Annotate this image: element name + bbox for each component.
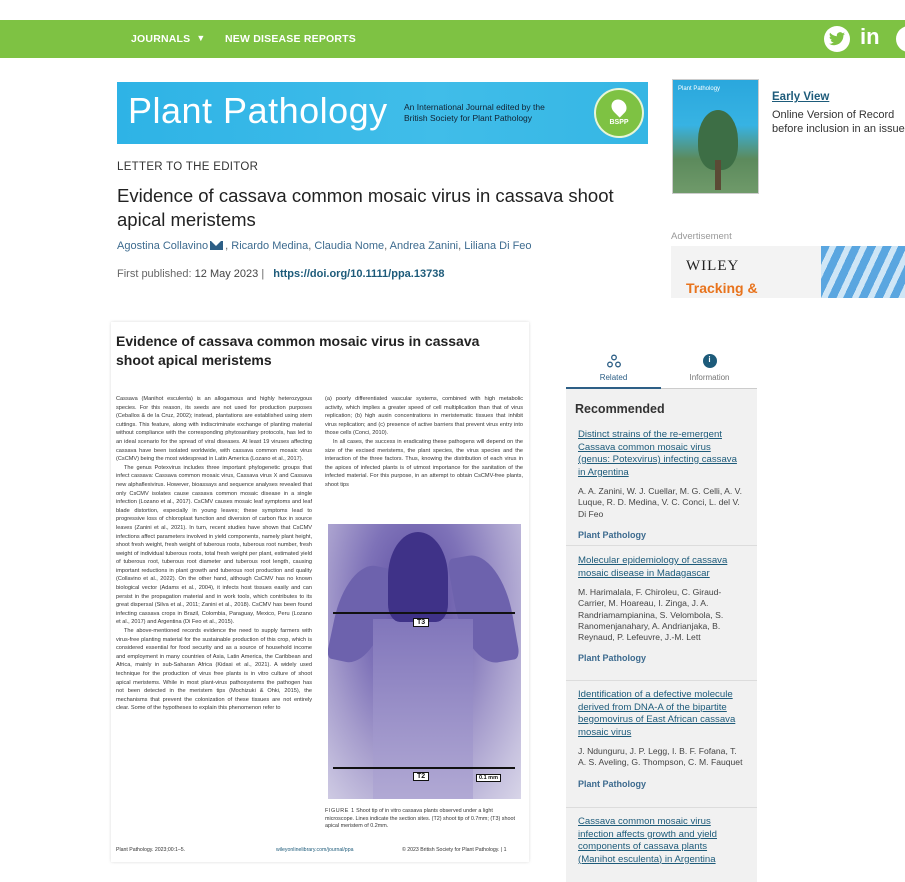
recommended-item-journal[interactable]: Plant Pathology <box>578 529 647 540</box>
first-published-label: First published: <box>117 268 192 280</box>
early-view-link[interactable]: Early View <box>772 91 830 103</box>
figure-caption-text: Shoot tip of in vitro cassava plants observed under a light microscope. Lines indicate the section sites. (T2) shoot tip of 0.7mm; (T3) shoot apical meristem of 0.2mm. <box>325 808 515 830</box>
first-published-date: 12 May 2023 <box>194 268 259 280</box>
wiley-logo: WILEY <box>686 258 740 274</box>
recommended-item-title[interactable]: Cassava common mosaic virus infection affects growth and yield components of cassava plants (Manihot esculenta) in Argentina <box>578 816 718 865</box>
recommended-panel <box>566 389 757 882</box>
recommended-item-journal[interactable]: Plant Pathology <box>578 653 647 664</box>
recommended-item <box>566 807 757 866</box>
nav-journals-menu[interactable] <box>131 33 205 45</box>
tab-related-label: Related <box>599 373 628 382</box>
information-icon: i <box>703 354 717 368</box>
author-list: Agostina Collavino , Ricardo Medina, Claudia Nome, Andrea Zanini, Liliana Di Feo <box>117 240 532 252</box>
bspp-logo-text: BSPP <box>609 119 629 126</box>
advertisement-label: Advertisement <box>671 231 732 242</box>
ad-image <box>821 246 905 298</box>
leaf-icon <box>608 96 629 117</box>
recommended-item-title[interactable]: Molecular epidemiology of cassava mosaic disease in Madagascar <box>578 555 728 579</box>
publication-info <box>117 268 444 280</box>
first-page-preview[interactable] <box>111 322 529 862</box>
recommended-item-authors: M. Harimalala, F. Chiroleu, C. Giraud-Carrier, M. Hoareau, I. Zinga, J. A. Randriamampianina, S. Velombola, S. Ranomenjanahary, A. Andrianjaka, B. Reynaud, P. Lefeuvre, J.-M. Lett <box>578 587 724 643</box>
recommended-item <box>566 545 757 663</box>
recommended-item-journal[interactable]: Plant Pathology <box>578 778 647 789</box>
figure-caption <box>325 808 523 831</box>
advertisement-banner[interactable] <box>671 246 905 298</box>
preview-column-right <box>325 395 523 520</box>
journal-title: Plant Pathology <box>128 90 388 131</box>
recommended-item-authors: A. A. Zanini, W. J. Cuellar, M. G. Celli, A. V. Luque, R. D. Medina, V. C. Conci, L. del V. Di Feo <box>578 486 742 519</box>
section-line-t3 <box>333 612 515 614</box>
top-nav <box>0 0 905 58</box>
tab-information-label: Information <box>689 373 730 382</box>
preview-paragraph: Cassava (Manihot esculenta) is an allogamous and highly heterozygous species. For this reason, its seeds are not used for production purposes (Ceballos & de la Cruz, 2002); instead, plantations are established using stem cuttings. This feature, along with indiscriminate exchange of planting material without compliance with the corresponding phytosanitary protocols, has led to an ideal scenario for the spread of viral diseases. At least 19 viruses affecting cassava have been isolated worldwide, with cassava common mosaic virus (CsCMV) being the most widespread in Latin America (Lozano et al., 2017). <box>116 396 312 463</box>
nav-new-disease-reports[interactable]: NEW DISEASE REPORTS <box>225 33 356 45</box>
preview-footer-url: wileyonlinelibrary.com/journal/ppa <box>276 847 354 853</box>
author-link[interactable]: Andrea Zanini <box>389 240 459 252</box>
early-view-description: Online Version of Record before inclusion in an issue <box>772 109 905 135</box>
tab-information[interactable] <box>662 345 757 389</box>
mail-icon[interactable] <box>210 241 223 250</box>
scale-bar-label: 0.1 mm <box>476 774 501 782</box>
bspp-logo <box>594 88 644 138</box>
journal-subtitle: An International Journal edited by the British Society for Plant Pathology <box>404 102 545 123</box>
nav-journals-label: JOURNALS <box>131 33 191 45</box>
author-link[interactable]: Ricardo Medina <box>231 240 309 252</box>
tab-related[interactable] <box>566 345 661 389</box>
figure-label-t2: T2 <box>413 772 429 781</box>
recommended-item <box>566 421 757 540</box>
linkedin-icon[interactable]: in <box>860 24 880 49</box>
recommended-heading: Recommended <box>575 402 665 416</box>
preview-footer-copyright: © 2023 British Society for Plant Pathology. | 1 <box>402 847 507 853</box>
author-link[interactable]: Agostina Collavino <box>117 240 209 252</box>
doi-link[interactable]: https://doi.org/10.1111/ppa.13738 <box>273 268 445 280</box>
cover-title: Plant Pathology <box>678 86 721 92</box>
preview-paragraph: In all cases, the success in eradicating these pathogens will depend on the size of the excised meristems, the plant species, the virus species and the interaction of the three factors. Thus, knowing the distribution of each virus in the apices of infected plants is of utmost importance for the sanitation of the infected material. For this purpose, in an attempt to obtain CsCMV-free plants, shoot tips <box>325 438 523 488</box>
twitter-icon[interactable] <box>824 26 850 52</box>
section-line-t2 <box>333 767 515 769</box>
preview-column-left <box>116 395 312 833</box>
micrograph-figure <box>328 524 521 799</box>
preview-footer-citation: Plant Pathology. 2023;00:1–5. <box>116 847 186 853</box>
author-link[interactable]: Liliana Di Feo <box>464 240 532 252</box>
journal-cover[interactable] <box>672 79 759 194</box>
preview-paragraph: (a) poorly differentiated vascular systems, combined with high metabolic activity, which implies a greater speed of cell multiplication than that of virus replication; (b) high auxin concentrations in meristematic tissues that inhibit virus replication; and (c) presence of active barriers that prevent virus entry into those cells (Conci, 2010). <box>325 396 523 437</box>
author-link[interactable]: Claudia Nome <box>314 240 385 252</box>
recommended-item-authors: J. Ndunguru, J. P. Legg, I. B. F. Fofana, T. A. S. Aveling, G. Thompson, C. M. Fauquet <box>578 746 743 768</box>
separator: | <box>261 268 265 280</box>
recommended-item <box>566 680 757 789</box>
recommended-item-title[interactable]: Identification of a defective molecule derived from DNA-A of the bipartite begomovirus of East African cassava mosaic virus <box>578 689 736 738</box>
figure-label-t3: T3 <box>413 618 429 627</box>
ad-headline: Tracking & <box>686 280 758 296</box>
journal-banner[interactable] <box>117 82 648 144</box>
article-title: Evidence of cassava common mosaic virus in cassava shoot apical meristems <box>117 185 614 230</box>
preview-title: Evidence of cassava common mosaic virus in cassava shoot apical meristems <box>116 333 480 368</box>
preview-paragraph: The genus Potexvirus includes three important phylogenetic groups that infect cassava: Cassava common mosaic virus, Cassava virus X and Cassava new alphaflexivirus. However, bioassays and sequence analyses revealed that only CsCMV isolates cause cassava common mosaic disease in a single infection (Lozano et al., 2017). CsCMV causes mosaic leaf symptoms and leaf blade distortion, especially in young leaves; these symptoms lead to progressive loss of chloroplast function and diversion of carbon flux in source leaves (Zanini et al., 2021). In turn, recent studies have shown that CsCMV infections affect parameters involved in yield components, namely plant height, shoot fresh weight, fresh weight of tuberous roots, tuberous root number, fresh weight of individual tuberous roots, total fresh weight per plant, estimated yield of tuberous root, tuberous root diameter and tuberous root length, causing important reductions in plant growth and tuberous root production and quality (Collavino et al., 2022). On the other hand, although CsCMV has no known biological vector (Adams et al., 2004), it infects host tissues easily and can persist in the propagation material and in work tools, which contributes to its great dispersal (Silva et al., 2011; Zanini et al., 2018). CsCMV has been found infecting cassava crops in Brazil, Colombia, Paraguay, Mexico, Peru (Lozano et al., 2017) and Argentina (Di Feo et al., 2015). <box>116 464 312 626</box>
preview-paragraph: The above-mentioned records evidence the need to supply farmers with virus-free planting material for the sustainable production of this crop, which is considered essential for food security and as a source of household income and employment in many countries of Asia, Latin America, the Caribbean and Africa, mainly in sub-Saharan Africa (Kidasi et al., 2021). A widely used technique for the production of virus free plants is in vitro culture of shoot apical meristems. While in most plant-virus pathosystems the pathogen has not been detected in the meristem tips (Mochizuki & Ohki, 2015), the mechanisms that prevent the colonization of these tissues are not entirely clear. Some of the hypotheses to explain this phenomenon refer to <box>116 628 312 712</box>
sidebar-tabs <box>566 345 757 389</box>
article-type: LETTER TO THE EDITOR <box>117 161 259 173</box>
recommended-item-title[interactable]: Distinct strains of the re-emergent Cassava common mosaic virus (genus: Potexvirus) infecting cassava in Argentina <box>578 429 737 478</box>
figure-caption-label: FIGURE 1 <box>325 808 355 814</box>
related-icon <box>607 354 621 368</box>
chevron-down-icon: ▼ <box>196 33 206 43</box>
